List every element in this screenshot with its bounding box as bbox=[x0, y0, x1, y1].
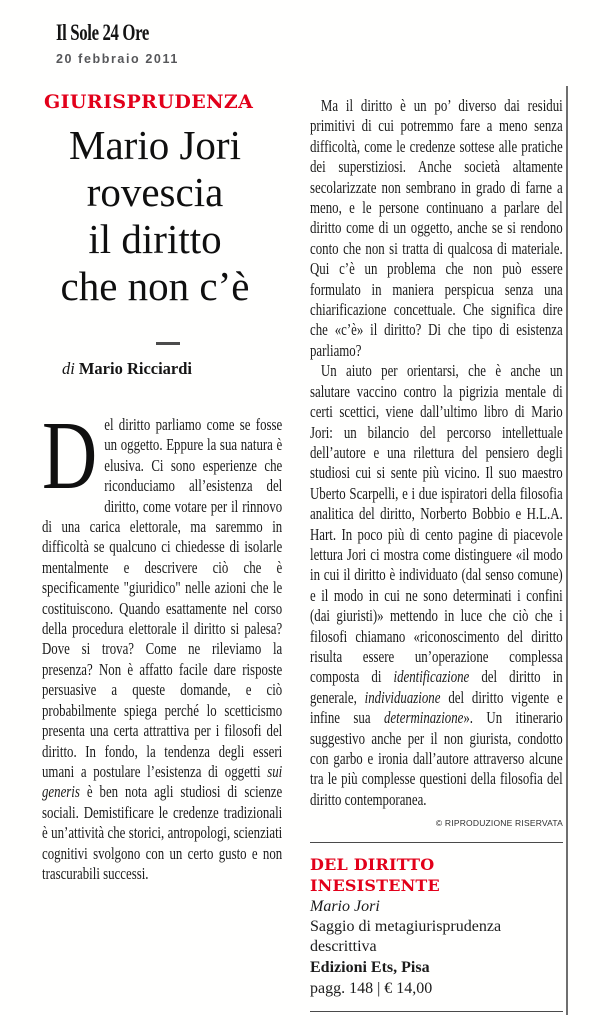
byline-author: Mario Ricciardi bbox=[78, 359, 193, 378]
right-column bbox=[310, 96, 563, 1012]
byline-prefix: di bbox=[62, 359, 75, 378]
book-publisher: Edizioni Ets, Pisa bbox=[310, 959, 430, 977]
drop-cap: D bbox=[42, 402, 98, 510]
paragraph: Un aiuto per orientarsi, che è anche un salutare vaccino contro la pigrizia mentale di certi scettici, viene dall’ultimo libro di Mario Jori: un bilancio del percorso intellettuale dell’autore e una rilettura del pensiero degli studiosi cui si sente più vicino. Il suo maestro Uberto Scarpelli, e i due ispiratori della filosofia analitica del diritto, Norberto Bobbio e H.L.A. Hart. In poco più di cento pagine di piacevole lettura Jori ci mostra come distinguere «il modo in cui il diritto è individuato (dal senso comune) e il modo in cui ne sono determinati i confini (dai giuristi)» mettendo in luce che ciò che i filosofi chiamano «riconoscimento del diritto risulta essere un’operazione complessa composta di identificazione del diritto in generale, individuazione del diritto vigente e infine sua determinazione». Un itinerario suggestivo anche per il non giurista, condotto con garbo e ironia dall’autore attraverso alcune tra le più complesse questioni della filosofia del diritto contemporanea. bbox=[310, 361, 563, 809]
book-details: pagg. 148 | € 14,00 bbox=[310, 980, 433, 998]
headline bbox=[28, 122, 282, 310]
headline-line: Mario Jori bbox=[69, 122, 241, 168]
paragraph bbox=[42, 402, 283, 884]
byline-dash bbox=[156, 342, 180, 345]
book-author: Mario Jori bbox=[310, 898, 380, 916]
book-box-heading: DEL DIRITTO INESISTENTE bbox=[310, 855, 440, 896]
section-kicker: GIURISPRUDENZA bbox=[44, 91, 254, 113]
bottom-rule bbox=[310, 1011, 563, 1012]
paragraph-text: el diritto parliamo come se fosse un oggetto. Eppure la sua natura è elusiva. Ci sono esperienze che riconduciamo all’esistenza del diritto, come votare per il rinnovo di una carica elettorale, ma saremmo in difficoltà se qualcuno ci chiedesse di isolarle mentalmente e descrivere ciò che è specificamente "giuridico" nelle azioni che le costituiscono. Quando esattamente nel corso della procedura elettorale il diritto si palesa? Dove si trova? Come ne rileviamo la presenza? Non è affatto facile dare risposte persuasive a queste domande, e ciò probabilmente spiega perché lo scetticismo presenta una certa attrattiva per i filosofi del diritto. In fondo, la tendenza degli esseri umani a postulare l’esistenza di oggetti sui generis è ben nota agli studiosi di scienze sociali. Demistificare le credenze tradizionali è un’attività che storici, antropologi, scienziati cognitivi svolgono con un certo gusto e non trascurabili successi. bbox=[42, 415, 283, 883]
headline-line: il diritto bbox=[88, 216, 222, 262]
book-info-box bbox=[310, 854, 563, 999]
book-title: Saggio di metagiurisprudenza descrittiva bbox=[310, 918, 502, 956]
article-body-left bbox=[42, 402, 283, 884]
masthead-title: Il Sole 24 Ore bbox=[56, 20, 149, 45]
column-divider-rule bbox=[566, 86, 568, 1015]
left-column bbox=[42, 122, 282, 884]
paragraph: Ma il diritto è un po’ diverso dai residui primitivi di cui potremmo fare a meno senza difficoltà, come le credenze sottese alle pratiche dei superstiziosi. Anche società altamente secolarizzate non sembrano in grado di farne a meno, e le persone continuano a parlare del diritto come di un oggetto, anche se si rendono conto che non si tratta di qualcosa di materiale. Qui c’è un problema che non può essere formulato in maniera perspicua senza una chiarificazione concettuale. Che significa dire che «c’è» il diritto? Di che tipo di esistenza parliamo? bbox=[310, 96, 563, 360]
headline-line: che non c’è bbox=[60, 263, 250, 309]
byline bbox=[62, 359, 282, 379]
article-body-right bbox=[310, 96, 563, 810]
headline-line: rovescia bbox=[86, 169, 224, 215]
divider-rule bbox=[310, 842, 563, 843]
masthead bbox=[56, 21, 183, 66]
masthead-date: 20 febbraio 2011 bbox=[56, 52, 179, 66]
copyright-notice: © RIPRODUZIONE RISERVATA bbox=[435, 818, 563, 829]
